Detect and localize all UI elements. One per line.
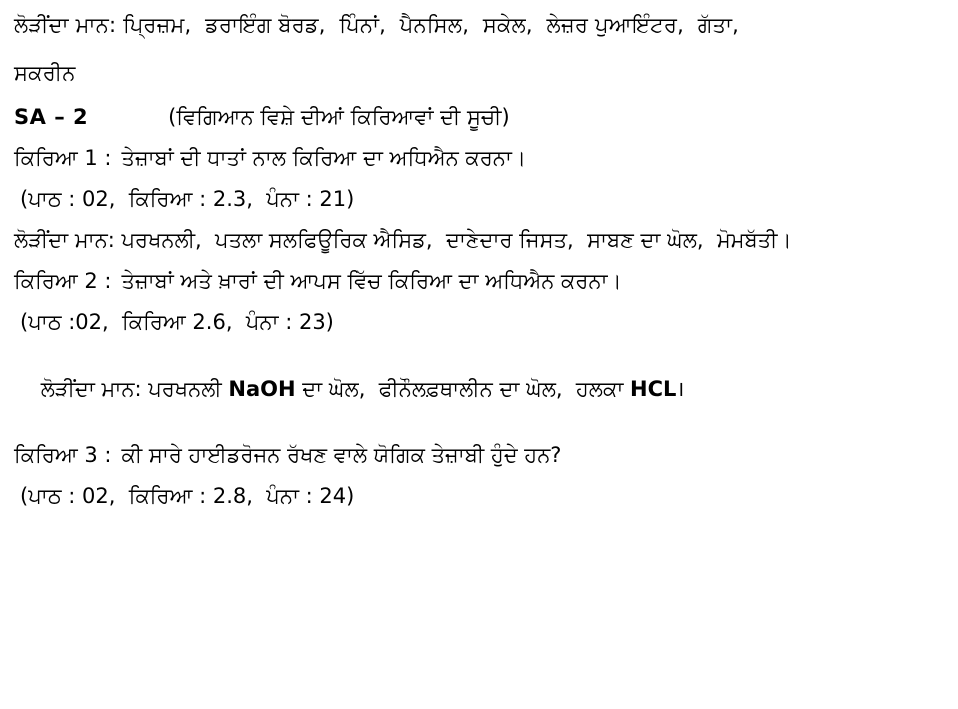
activity-1-reference: (ਪਾਠ : 02, ਕਿਰਿਆ : 2.3, ਪੰਨਾ : 21) <box>20 187 355 211</box>
section-code: SA – 2 <box>14 105 89 129</box>
activity-3-label: ਕਿਰਿਆ 3 : <box>14 443 112 467</box>
activity-2-materials-prefix: ਲੋੜੀਂਦਾ ਮਾਨ: ਪਰਖਨਲੀ <box>40 377 229 401</box>
activity-1-text: ਤੇਜ਼ਾਬਾਂ ਦੀ ਧਾਤਾਂ ਨਾਲ ਕਿਰਿਆ ਦਾ ਅਧਿਐਨ ਕਰਨਾ। <box>121 146 527 170</box>
activity-3-text: ਕੀ ਸਾਰੇ ਹਾਈਡਰੋਜਨ ਰੱਖਣ ਵਾਲੇ ਯੋਗਿਕ ਤੇਜ਼ਾਬੀ ਹੁੰਦੇ ਹਨ? <box>121 443 562 467</box>
activity-1-row <box>14 146 944 171</box>
activity-1-materials: ਲੋੜੀਂਦਾ ਮਾਨ: ਪਰਖਨਲੀ, ਪਤਲਾ ਸਲਫਿਊਰਿਕ ਐਸਿਡ, ਦਾਣੇਦਾਰ ਜਿਸਤ, ਸਾਬਣ ਦਾ ਘੋਲ, ਮੋਮਬੱਤੀ। <box>14 228 792 252</box>
activity-2-materials-suffix: । <box>676 377 685 401</box>
activity-2-label: ਕਿਰਿਆ 2 : <box>14 269 112 293</box>
activity-2-materials <box>14 351 944 427</box>
activity-2-chemical-naoh: NaOH <box>228 377 296 401</box>
section-title: (ਵਿਗਿਆਨ ਵਿਸ਼ੇ ਦੀਆਂ ਕਿਰਿਆਵਾਂ ਦੀ ਸੂਚੀ) <box>168 105 510 129</box>
activity-2-text: ਤੇਜ਼ਾਬਾਂ ਅਤੇ ਖ਼ਾਰਾਂ ਦੀ ਆਪਸ ਵਿੱਚ ਕਿਰਿਆ ਦਾ ਅਧਿਐਨ ਕਰਨਾ। <box>121 269 622 293</box>
activity-3-reference: (ਪਾਠ : 02, ਕਿਰਿਆ : 2.8, ਪੰਨਾ : 24) <box>20 484 355 508</box>
activity-1-label: ਕਿਰਿਆ 1 : <box>14 146 112 170</box>
activity-2-materials-middle: ਦਾ ਘੋਲ, ਫੀਨੌਲਫ਼ਥਾਲੀਨ ਦਾ ਘੋਲ, ਹਲਕਾ <box>295 377 631 401</box>
activity-2-reference: (ਪਾਠ :02, ਕਿਰਿਆ 2.6, ਪੰਨਾ : 23) <box>20 310 334 334</box>
activity-2-row <box>14 269 944 294</box>
materials-list-intro: ਲੋੜੀਂਦਾ ਮਾਨ: ਪ੍ਰਿਜ਼ਮ, ਡਰਾਇੰਗ ਬੋਰਡ, ਪਿੰਨਾਂ, ਪੈਨਸਿਲ, ਸਕੇਲ, ਲੇਜ਼ਰ ਪੁਆਇੰਟਰ, ਗੱਤਾ, <box>14 13 740 37</box>
activity-2-chemical-hcl: HCL <box>630 377 677 401</box>
materials-list-intro-continued: ਸਕਰੀਨ <box>14 60 76 85</box>
section-heading <box>14 105 944 130</box>
activity-3-row <box>14 443 944 468</box>
